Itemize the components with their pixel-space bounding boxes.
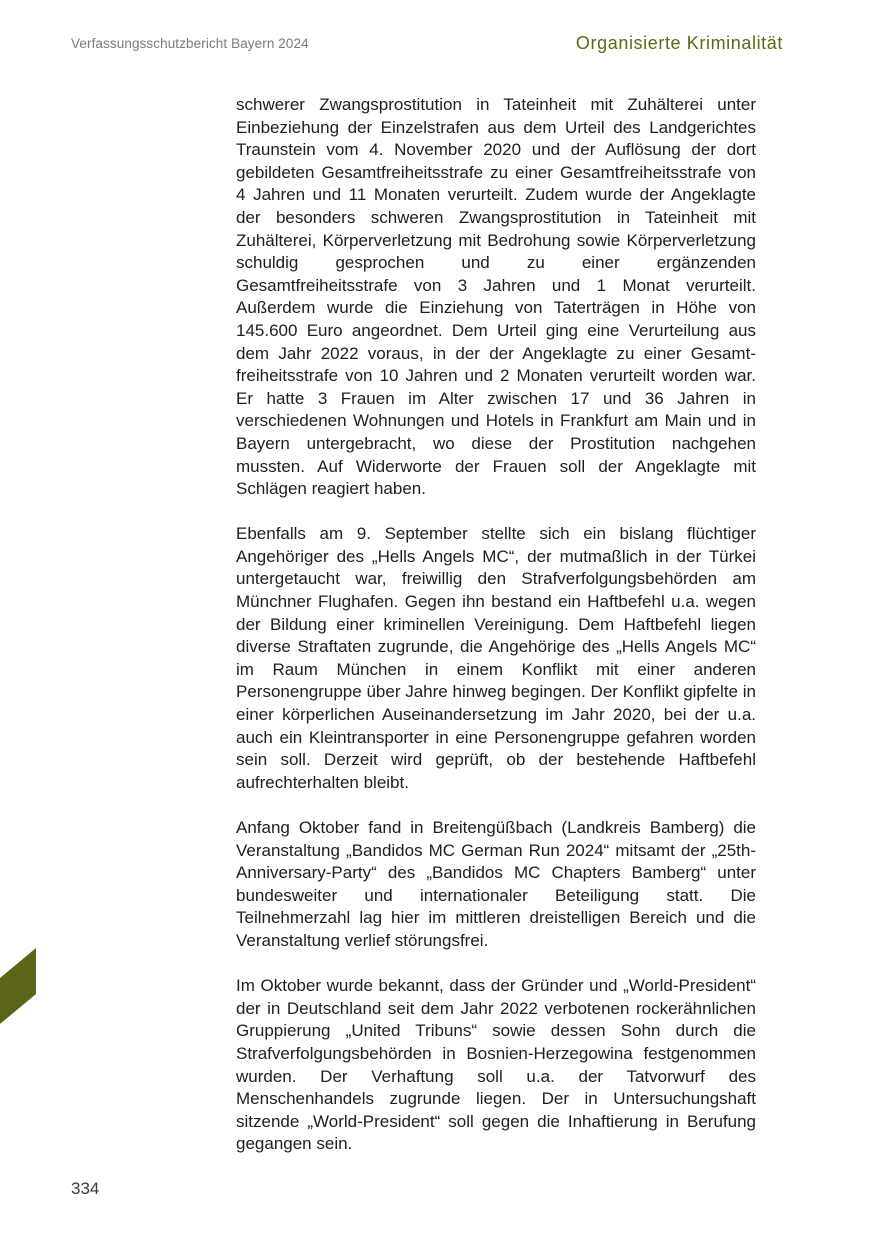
paragraph-1: schwerer Zwangsprostitution in Tateinheit mit Zuhälterei unter Einbeziehung der Einzelstrafen aus dem Urteil des Landgerichtes Traunstein vom 4. November 2020 und der Auflösung der dort gebildeten Gesamtfreiheitsstrafe zu einer Gesamtfreiheitsstrafe von 4 Jahren und 11 Monaten verurteilt. Zudem wurde der Angeklagte der besonders schweren Zwangsprostitution in Tateinheit mit Zuhälterei, Körperverletzung mit Bedrohung sowie Körperverletzung schuldig gesprochen und zu einer ergänzenden Gesamtfreiheitsstrafe von 3 Jahren und 1 Monat verurteilt. Außerdem wurde die Einziehung von Taterträgen in Höhe von 145.600 Euro angeordnet. Dem Urteil ging eine Verurteilung aus dem Jahr 2022 voraus, in der der Angeklagte zu einer Gesamtfreiheitsstrafe von 10 Jahren und 2 Monaten verurteilt worden war. Er hatte 3 Frauen im Alter zwischen 17 und 36 Jahren in verschiedenen Wohnungen und Hotels in Frankfurt am Main und in Bayern untergebracht, wo diese der Prostitution nachgehen mussten. Auf Widerworte der Frauen soll der Angeklagte mit Schlägen reagiert haben. xyxy=(236,95,756,499)
chapter-marker-tab xyxy=(0,948,36,1024)
body-text xyxy=(236,94,756,1179)
page-number: 334 xyxy=(71,1179,100,1198)
running-header-section-title: Organisierte Kriminalität xyxy=(575,33,783,53)
running-header-publication: Verfassungsschutzbericht Bayern 2024 xyxy=(71,36,309,51)
paragraph-2: Ebenfalls am 9. September stellte sich ein bislang flüchtiger Angehöriger des „Hells Angels MC“, der mutmaßlich in der Türkei untergetaucht war, freiwillig den Strafverfolgungsbehörden am Münchner Flughafen. Gegen ihn bestand ein Haftbefehl u.a. wegen der Bildung einer kriminellen Vereinigung. Dem Haftbefehl liegen diverse Straftaten zugrunde, die Angehörige des „Hells Angels MC“ im Raum München in einem Konflikt mit einer anderen Personengruppe über Jahre hinweg begingen. Der Konflikt gipfelte in einer körperlichen Auseinandersetzung im Jahr 2020, bei der u.a. auch ein Kleintransporter in eine Personengruppe gefahren worden sein soll. Derzeit wird geprüft, ob der bestehende Haftbefehl aufrechterhalten bleibt. xyxy=(236,524,756,792)
paragraph-4: Im Oktober wurde bekannt, dass der Gründer und „World-President“ der in Deutschland seit dem Jahr 2022 verbotenen rockerähnlichen Gruppierung „United Tribuns“ sowie dessen Sohn durch die Strafverfolgungsbehörden in Bosnien-Herzegowina festgenommen wurden. Der Verhaftung soll u.a. der Tatvorwurf des Menschenhandels zugrunde liegen. Der in Untersuchungshaft sitzende „World-President“ soll gegen die Inhaftierung in Berufung gegangen sein. xyxy=(236,976,756,1154)
paragraph-3: Anfang Oktober fand in Breitengüßbach (Landkreis Bamberg) die Veranstaltung „Bandidos MC German Run 2024“ mitsamt der „25th-Anniversary-Party“ des „Bandidos MC Chapters Bamberg“ unter bundesweiter und internationaler Beteiligung statt. Die Teilnehmerzahl lag hier im mittleren dreistelligen Bereich und die Veranstaltung verlief störungsfrei. xyxy=(236,818,756,950)
